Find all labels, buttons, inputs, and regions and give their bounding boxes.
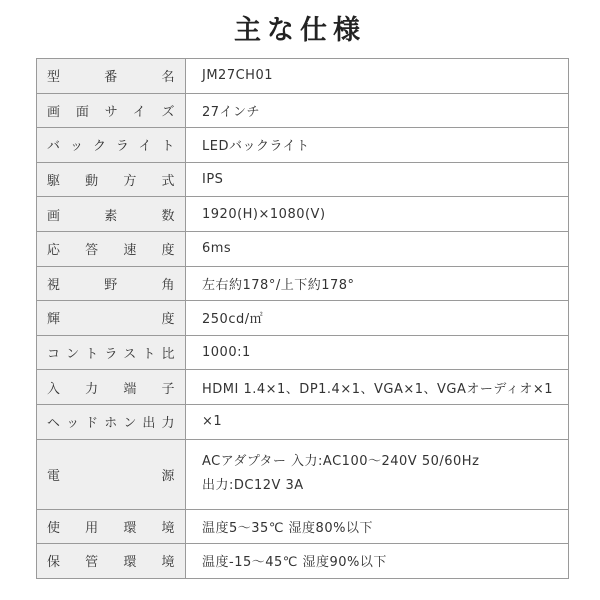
spec-row-inputs	[37, 370, 569, 405]
spec-label: 輝度	[37, 301, 186, 336]
spec-row-headphone	[37, 404, 569, 439]
spec-value: 6ms	[186, 231, 569, 266]
spec-label: 視野角	[37, 266, 186, 301]
spec-row-power	[37, 439, 569, 509]
spec-row-model	[37, 59, 569, 94]
spec-value: 左右約178°/上下約178°	[186, 266, 569, 301]
spec-table	[36, 58, 569, 579]
spec-value	[186, 439, 569, 509]
spec-label: 保管環境	[37, 544, 186, 579]
spec-value: 27インチ	[186, 93, 569, 128]
spec-value: 温度5～35℃ 湿度80%以下	[186, 509, 569, 544]
spec-label: 画素数	[37, 197, 186, 232]
spec-value-line: ACアダプター 入力:AC100～240V 50/60Hz	[202, 454, 480, 470]
spec-row-brightness	[37, 301, 569, 336]
spec-label: 使用環境	[37, 509, 186, 544]
spec-row-viewing-angle	[37, 266, 569, 301]
spec-label: 型番名	[37, 59, 186, 94]
spec-value: JM27CH01	[186, 59, 569, 94]
spec-label: 電源	[37, 439, 186, 509]
spec-label: 入力端子	[37, 370, 186, 405]
spec-label: 応答速度	[37, 231, 186, 266]
spec-value: ×1	[186, 404, 569, 439]
spec-value: 1920(H)×1080(V)	[186, 197, 569, 232]
spec-value: 温度-15～45℃ 湿度90%以下	[186, 544, 569, 579]
spec-value-line: 出力:DC12V 3A	[202, 478, 304, 494]
spec-label: 画面サイズ	[37, 93, 186, 128]
spec-label: ヘッドホン出力	[37, 404, 186, 439]
spec-label: 駆動方式	[37, 162, 186, 197]
spec-label: コントラスト比	[37, 335, 186, 370]
spec-value: 1000:1	[186, 335, 569, 370]
page-title: 主な仕様	[234, 15, 366, 46]
spec-value: IPS	[186, 162, 569, 197]
spec-row-screen-size	[37, 93, 569, 128]
spec-row-panel-type	[37, 162, 569, 197]
spec-row-storage-env	[37, 544, 569, 579]
spec-row-contrast	[37, 335, 569, 370]
spec-row-backlight	[37, 128, 569, 163]
spec-row-operating-env	[37, 509, 569, 544]
spec-row-resolution	[37, 197, 569, 232]
spec-label: バックライト	[37, 128, 186, 163]
spec-value: 250cd/㎡	[186, 301, 569, 336]
spec-row-response-time	[37, 231, 569, 266]
spec-value: HDMI 1.4×1、DP1.4×1、VGA×1、VGAオーディオ×1	[186, 370, 569, 405]
spec-value: LEDバックライト	[186, 128, 569, 163]
